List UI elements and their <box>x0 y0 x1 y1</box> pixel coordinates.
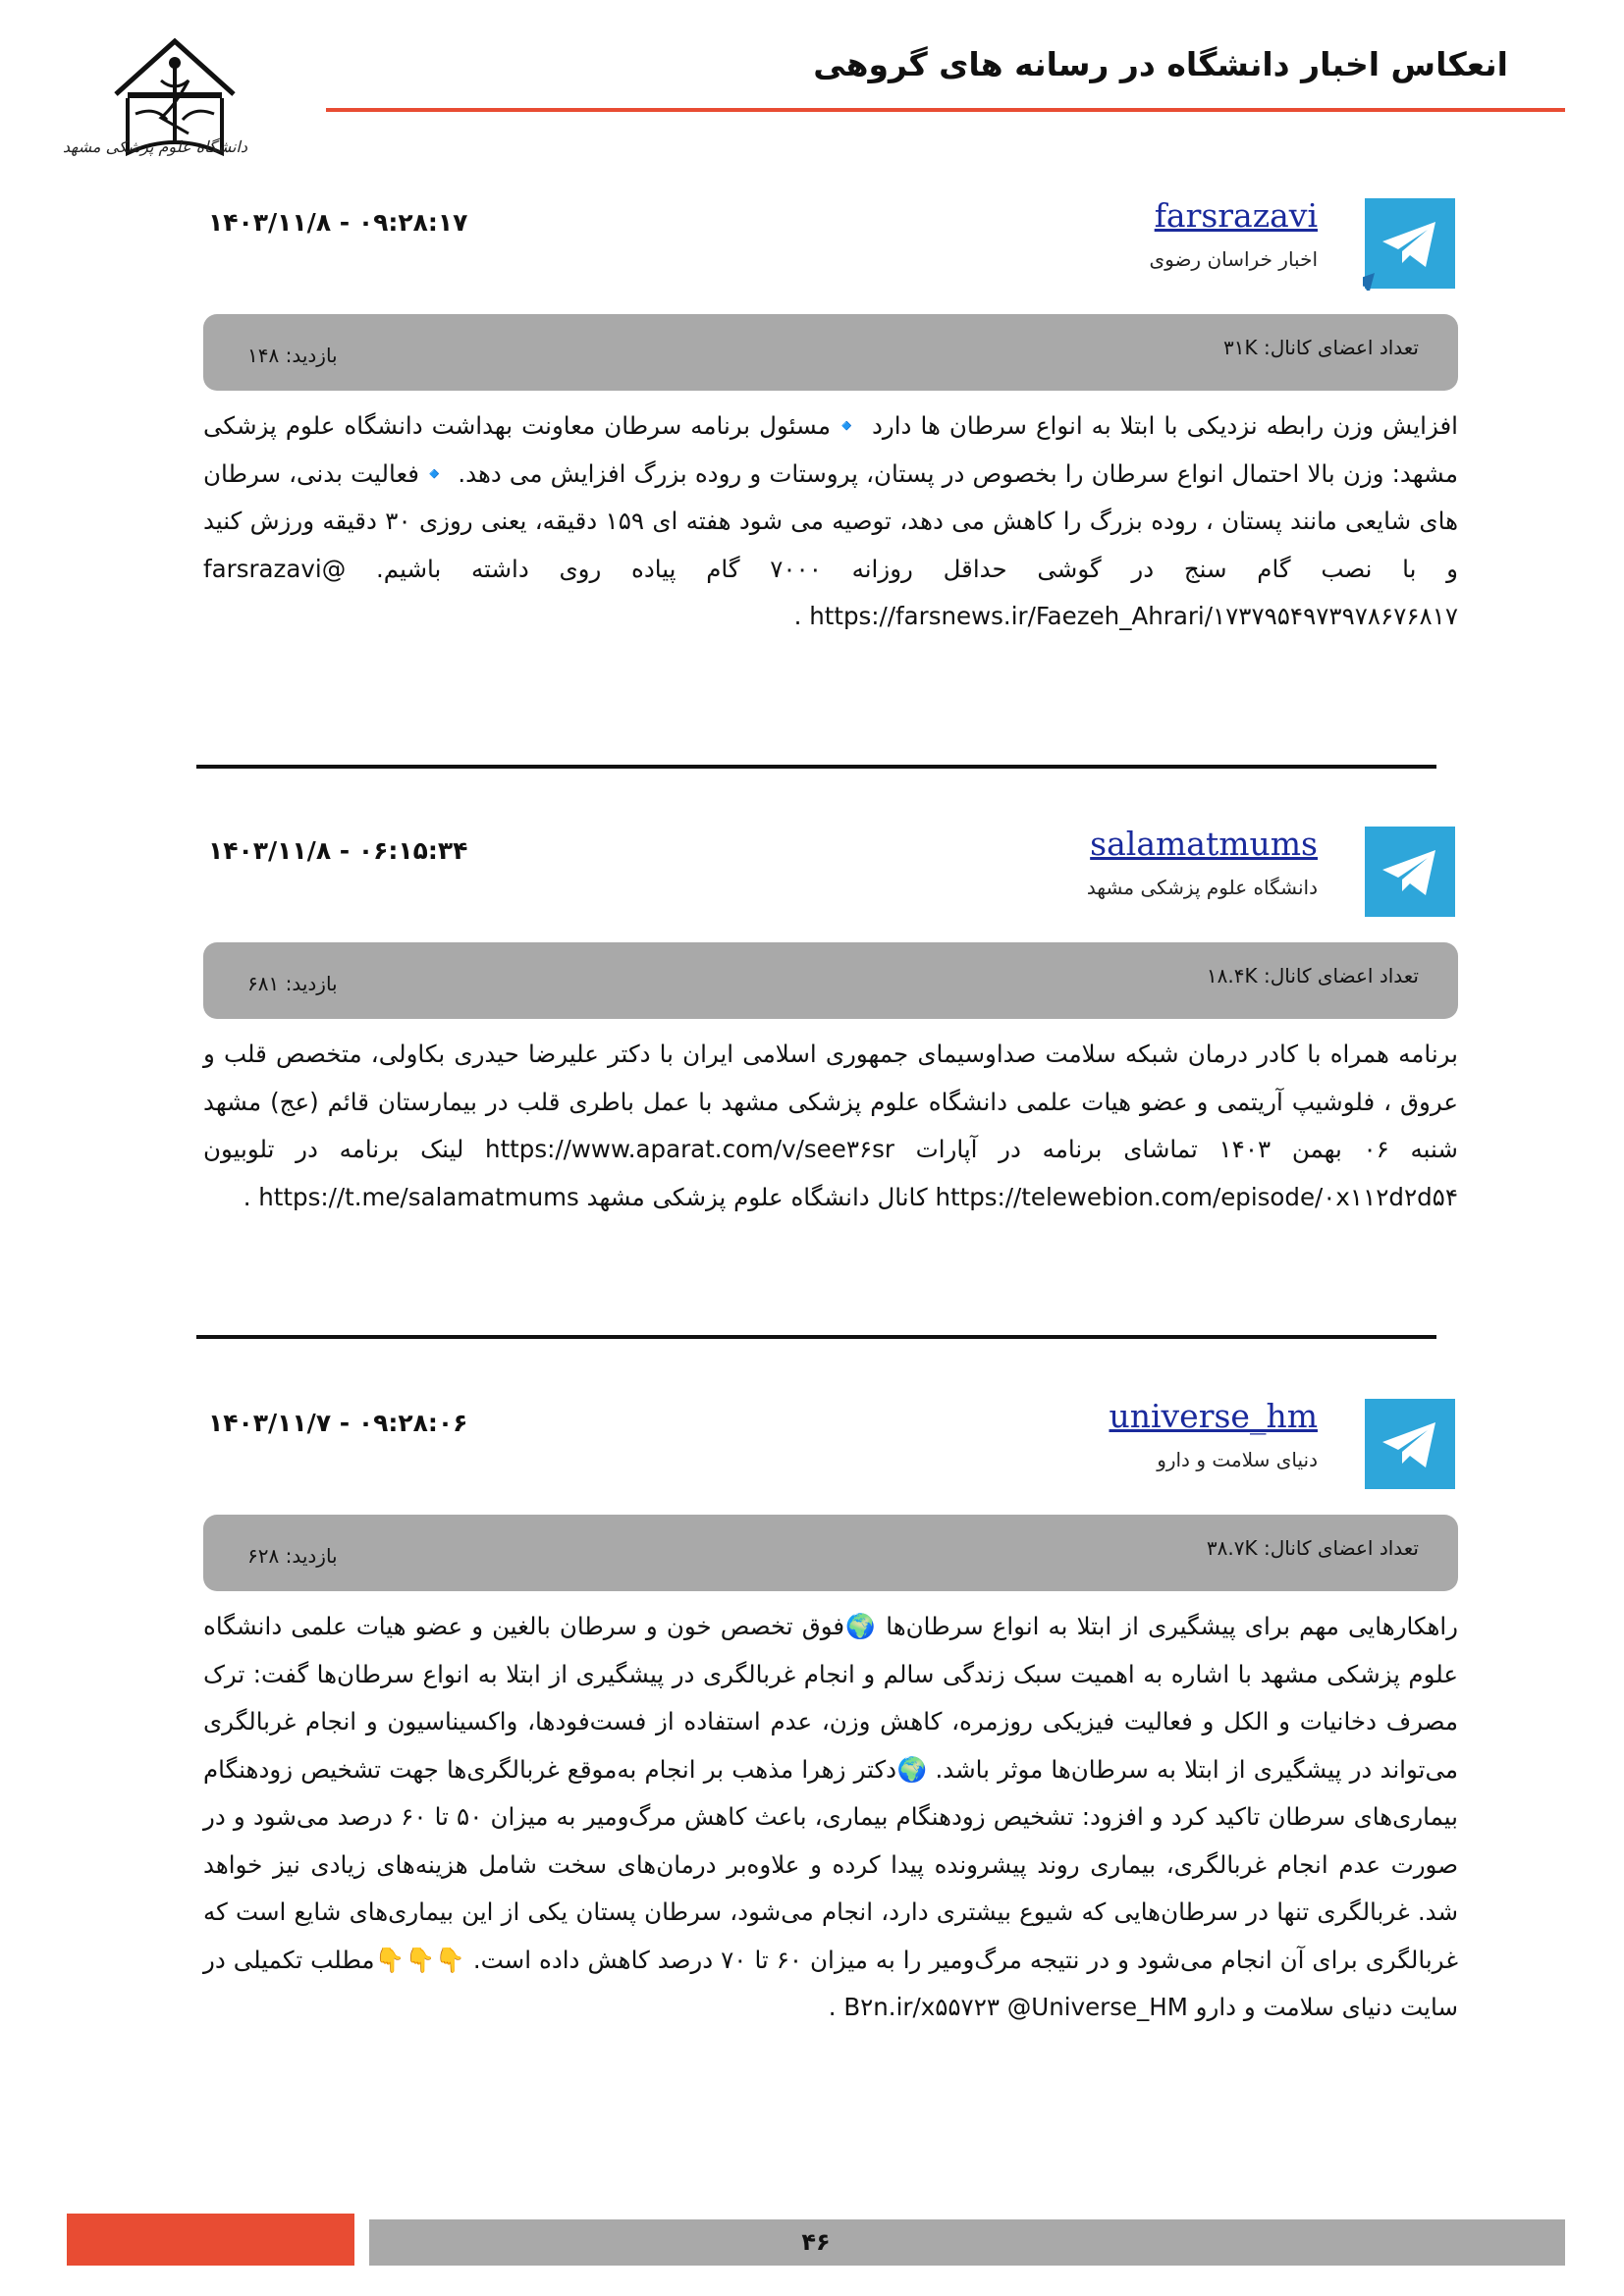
post-body: راهکارهایی مهم برای پیشگیری از ابتلا به انواع سرطان‌ها 🌍فوق تخصص خون و سرطان بالغین و عضو هیات علمی دانشگاه علوم پزشکی مشهد با اشاره به اهمیت سبک زندگی سالم و انجام غربالگری در پیشگیری از ابتلا به انواع سرطان‌ها گفت: ترک مصرف دخانیات و الکل و فعالیت فیزیکی روزمره، کاهش وزن، عدم استفاده از فست‌فودها، واکسیناسیون و انجام غربالگری می‌تواند در پیشگیری از ابتلا به سرطان‌ها موثر باشد. 🌍دکتر زهرا مذهب بر انجام به‌موقع غربالگری‌ها جهت تشخیص زودهنگام بیماری‌های سرطان تاکید کرد و افزود: تشخیص زودهنگام بیماری، باعث کاهش مرگ‌ومیر به میزان ۵۰ تا ۶۰ درصد می‌شود و در صورت عدم انجام غربالگری، بیماری روند پیشرونده پیدا کرده و علاوه‌بر درمان‌های سخت شامل هزینه‌های زیادی نیز خواهد شد. غربالگری تنها در سرطان‌هایی که شیوع بیشتری دارد، انجام می‌شود، سرطان پستان یکی از این بیماری‌های شایع است که غربالگری برای آن انجام می‌شود و در نتیجه مرگ‌ومیر را به میزان ۶۰ تا ۷۰ درصد کاهش داده است. 👇👇👇مطلب تکمیلی در سایت دنیای سلامت و دارو B۲n.ir/x۵۵۷۲۳ @Universe_HM . <box>203 1612 1459 2021</box>
view-count: بازدید: ۱۴۸ <box>247 344 338 367</box>
member-count: تعداد اعضای کانال: ۱۸.۴K <box>1206 964 1419 988</box>
post-separator <box>196 765 1436 769</box>
post-separator <box>196 1335 1436 1339</box>
post-body: افزایش وزن رابطه نزدیکی با ابتلا به انواع سرطان ها دارد 🔹مسئول برنامه سرطان معاونت بهداشت دانشگاه علوم پزشکی مشهد: وزن بالا احتمال انواع سرطان را بخصوص در پستان، پروستات و روده بزرگ افزایش می دهد. 🔹فعالیت بدنی، سرطان های شایعی مانند پستان ، روده بزرگ را کاهش می دهد، توصیه می شود هفته ای ۱۵۹ دقیقه، یعنی روزی ۳۰ دقیقه ورزش کنید و با نصب گام سنج در گوشی حداقل روزانه ۷۰۰۰ گام پیاده روی داشته باشیم. @farsrazavi https://farsnews.ir/Faezeh_Ahrari/۱۷۳۷۹۵۴۹۷۳۹۷۸۶۷۶۸۱۷ . <box>203 411 1458 630</box>
view-count: بازدید: ۶۸۱ <box>247 972 338 995</box>
footer-accent-bar <box>67 2214 354 2266</box>
post-card <box>0 1397 1624 2064</box>
telegram-icon[interactable] <box>1363 825 1457 919</box>
post-card <box>0 825 1624 1237</box>
channel-info-bar <box>203 942 1458 1019</box>
post-datetime: ۱۴۰۳/۱۱/۸ - ۰۹:۲۸:۱۷ <box>208 208 468 237</box>
post-datetime: ۱۴۰۳/۱۱/۸ - ۰۶:۱۵:۳۴ <box>208 836 468 865</box>
telegram-icon[interactable] <box>1363 196 1457 291</box>
member-count: تعداد اعضای کانال: ۳۸.۷K <box>1206 1536 1419 1560</box>
page-header-title: انعکاس اخبار دانشگاه در رسانه های گروهی <box>813 45 1508 83</box>
channel-title: دنیای سلامت و دارو <box>1157 1448 1318 1471</box>
channel-info-bar <box>203 314 1458 391</box>
footer-bar <box>369 2219 1565 2266</box>
channel-link[interactable]: farsrazavi <box>1154 196 1318 235</box>
view-count: بازدید: ۶۲۸ <box>247 1544 338 1568</box>
logo-caption: دانشگاه علوم پزشکی مشهد <box>62 137 247 156</box>
member-count: تعداد اعضای کانال: ۳۱K <box>1223 336 1419 359</box>
post-card <box>0 196 1624 648</box>
page-number: ۴۶ <box>801 2228 831 2256</box>
telegram-icon[interactable] <box>1363 1397 1457 1491</box>
header-divider <box>326 108 1565 112</box>
channel-title: دانشگاه علوم پزشکی مشهد <box>1086 876 1318 899</box>
channel-link[interactable]: salamatmums <box>1090 825 1318 863</box>
post-body: برنامه همراه با کادر درمان شبکه سلامت صداوسیمای جمهوری اسلامی ایران با دکتر علیرضا حیدری بکاولی، متخصص قلب و عروق ، فلوشیپ آریتمی و عضو هیات علمی دانشگاه علوم پزشکی مشهد با عمل باطری قلب در بیمارستان قائم (عج) مشهد شنبه ۰۶ بهمن ۱۴۰۳ تماشای برنامه در آپارات https://www.aparat.com/v/see۳۶sr لینک برنامه در تلوبیون https://telewebion.com/episode/۰x۱۱۲d۲d۵۴ کانال دانشگاه علوم پزشکی مشهد https://t.me/salamatmums . <box>203 1040 1458 1211</box>
channel-link[interactable]: universe_hm <box>1109 1397 1318 1435</box>
post-datetime: ۱۴۰۳/۱۱/۷ - ۰۹:۲۸:۰۶ <box>208 1409 468 1437</box>
channel-info-bar <box>203 1515 1458 1591</box>
channel-title: اخبار خراسان رضوی <box>1149 247 1318 271</box>
